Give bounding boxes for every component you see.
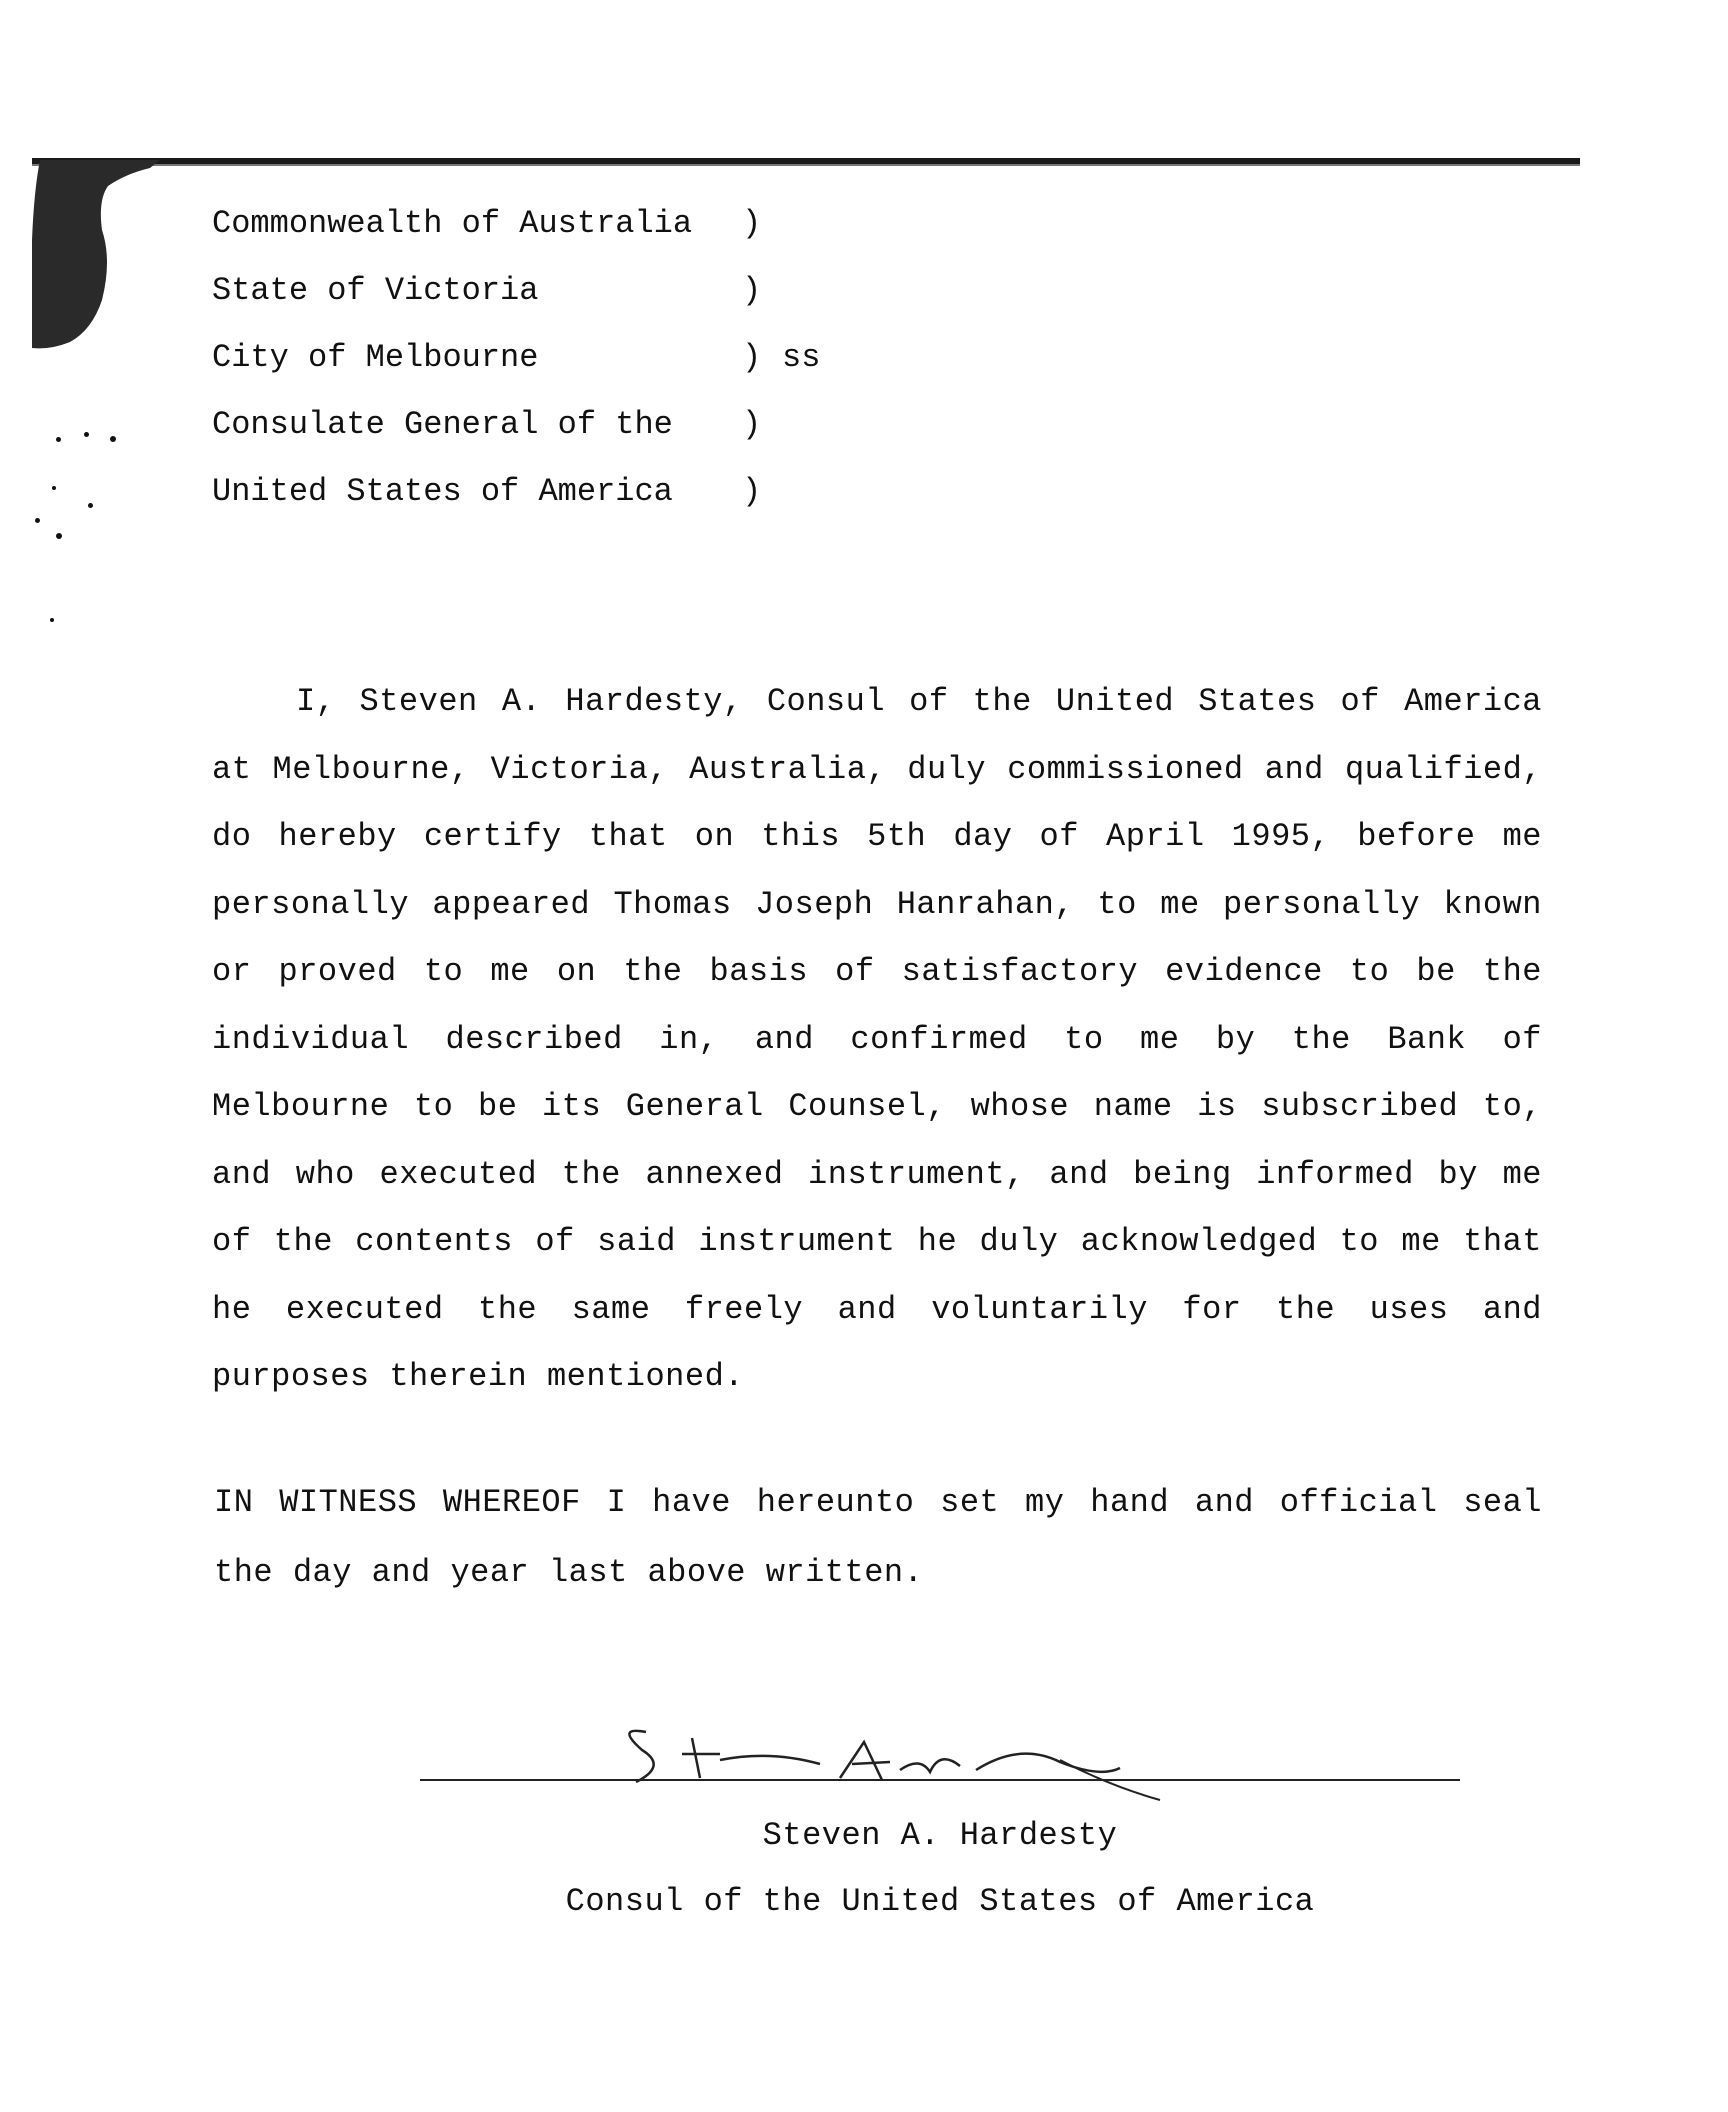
scan-speck [88, 503, 93, 508]
venue-label: Consulate General of the [212, 406, 673, 443]
signer-title: Consul of the United States of America [565, 1883, 1315, 1920]
venue-paren: ) [742, 272, 762, 309]
venue-row [212, 334, 821, 401]
venue-paren: ) [742, 473, 762, 510]
venue-label: City of Melbourne [212, 339, 539, 376]
venue-row [212, 200, 762, 267]
venue-label: United States of America [212, 473, 673, 510]
venue-paren: ) [742, 406, 762, 443]
scan-speck [35, 518, 40, 523]
venue-label: State of Victoria [212, 272, 539, 309]
venue-paren: ) [742, 205, 762, 242]
signature-line [420, 1779, 1460, 1781]
venue-paren: ) [742, 339, 762, 376]
scan-speck [56, 437, 61, 442]
venue-row [212, 401, 762, 468]
witness-clause: IN WITNESS WHEREOF I have hereunto set my hand and official seal the day and year last above written. [214, 1484, 1542, 1591]
venue-row [212, 267, 762, 334]
signer-name: Steven A. Hardesty [762, 1817, 1118, 1854]
scan-speck [56, 533, 62, 539]
handwritten-signature [420, 1720, 1460, 1810]
scan-speck [110, 436, 116, 442]
scan-speck [84, 432, 89, 437]
scan-top-border-shadow [32, 164, 1580, 166]
venue-suffix: ss [782, 339, 821, 376]
scan-speck [52, 486, 56, 490]
certificate-body: I, Steven A. Hardesty, Consul of the United States of America at Melbourne, Victoria, Australia, duly commissioned and qualified, do hereby certify that on this 5th day of April 1995, before me personally appeared Thomas Joseph Hanrahan, to me personally known or proved to me on the basis of satisfactory evidence to be the individual described in, and confirmed to me by the Bank of Melbourne to be its General Counsel, whose name is subscribed to, and who executed the annexed instrument, and being informed by me of the contents of said instrument he duly acknowledged to me that he executed the same freely and voluntarily for the uses and purposes therein mentioned. [212, 683, 1542, 1395]
scan-speck [50, 618, 54, 622]
venue-row [212, 468, 762, 535]
scan-blot-artifact [30, 160, 160, 350]
venue-block [212, 200, 821, 535]
venue-label: Commonwealth of Australia [212, 205, 693, 242]
